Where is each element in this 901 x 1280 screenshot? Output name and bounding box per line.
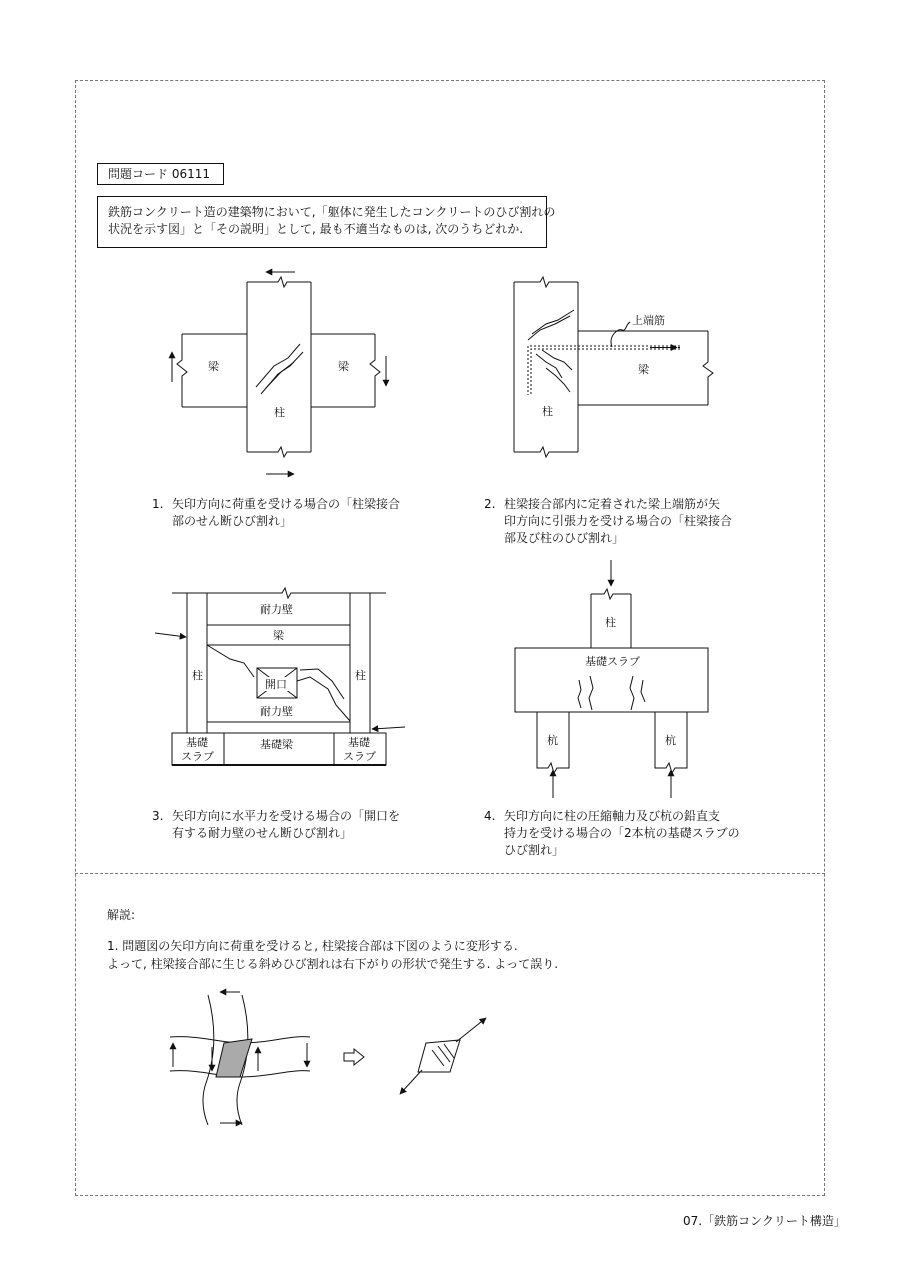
explanation-line: 1. 問題図の矢印方向に荷重を受けると, 柱梁接合部は下図のように変形する. [107,939,518,953]
fig1-beam-left-label: 梁 [208,360,219,373]
explanation-diagonal-crack-diagram [392,1012,497,1102]
question-box [97,196,556,248]
option-line: 部及び柱のひび割れ」 [504,531,625,545]
option-line: 矢印方向に水平力を受ける場合の「開口を [172,809,401,823]
fig3-wall-top-label: 耐力壁 [260,603,293,616]
fig4-pile-left-label: 杭 [547,734,558,747]
fig3-slab-left-label-2: スラブ [181,750,214,763]
option-line: 有する耐力壁のせん断ひび割れ」 [172,826,353,840]
fig3-wall-bottom-label: 耐力壁 [260,705,293,718]
option-number: 4. [484,809,496,823]
option-line: 柱梁接合部内に定着された梁上端筋が矢 [504,497,721,511]
option-line: 矢印方向に柱の圧縮軸力及び杭の鉛直支 [504,809,721,823]
fig3-opening-label: 開口 [265,678,287,691]
fig2-column-label: 柱 [542,405,553,418]
fig4-pile-right-label: 杭 [665,734,676,747]
figure-1-beam-column-joint [160,262,400,484]
question-line: 鉄筋コンクリート造の建築物において,「躯体に発生したコンクリートのひび割れの [108,205,556,219]
fig3-slab-right-label-2: スラブ [343,750,376,763]
fig3-column-right-label: 柱 [355,669,366,682]
explanation-text [107,937,558,973]
problem-code-box [97,163,224,185]
problem-code: 問題コード 06111 [108,167,210,181]
option-number: 1. [152,497,164,511]
figure-4-pile-footing [505,558,720,803]
fig2-rebar-label: 上端筋 [632,314,665,327]
fig3-slab-left-label-1: 基礎 [186,736,208,749]
page-footer: 07.「鉄筋コンクリート構造」 [683,1214,846,1228]
fig1-column-label: 柱 [274,406,285,419]
figure-2-top-rebar-anchorage [500,270,720,464]
fig4-slab-label: 基礎スラブ [585,655,640,668]
explanation-line: よって, 柱梁接合部に生じる斜めひび割れは右下がりの形状で発生する. よって誤り. [107,957,559,971]
question-line: 状況を示す図」と「その説明」として, 最も不適当なものは, 次のうちどれか. [108,222,524,236]
option-line: 矢印方向に荷重を受ける場合の「柱梁接合 [172,497,401,511]
fig3-footing-beam-label: 基礎梁 [260,738,293,751]
fig4-column-label: 柱 [605,616,616,629]
option-line: ひび割れ」 [504,843,565,857]
option-number: 2. [484,497,496,511]
explanation-heading: 解説: [107,908,136,922]
fig2-beam-label: 梁 [638,363,649,376]
fig3-column-left-label: 柱 [192,669,203,682]
option-number: 3. [152,809,164,823]
fig3-slab-right-label-1: 基礎 [348,736,370,749]
option-2 [484,496,784,552]
figure-3-shear-wall-opening [150,585,410,770]
option-line: 持力を受ける場合の「2本杭の基礎スラブの [504,826,740,840]
option-4 [484,808,784,864]
option-3 [152,808,452,848]
explanation-deformed-joint-diagram [160,985,320,1130]
fig1-beam-right-label: 梁 [338,360,349,373]
section-divider [75,873,825,874]
option-line: 部のせん断ひび割れ」 [172,514,293,528]
option-line: 印方向に引張力を受ける場合の「柱梁接合 [504,514,733,528]
fig3-beam-label: 梁 [273,629,284,642]
option-1 [152,496,452,536]
implies-arrow-icon [343,1048,365,1066]
